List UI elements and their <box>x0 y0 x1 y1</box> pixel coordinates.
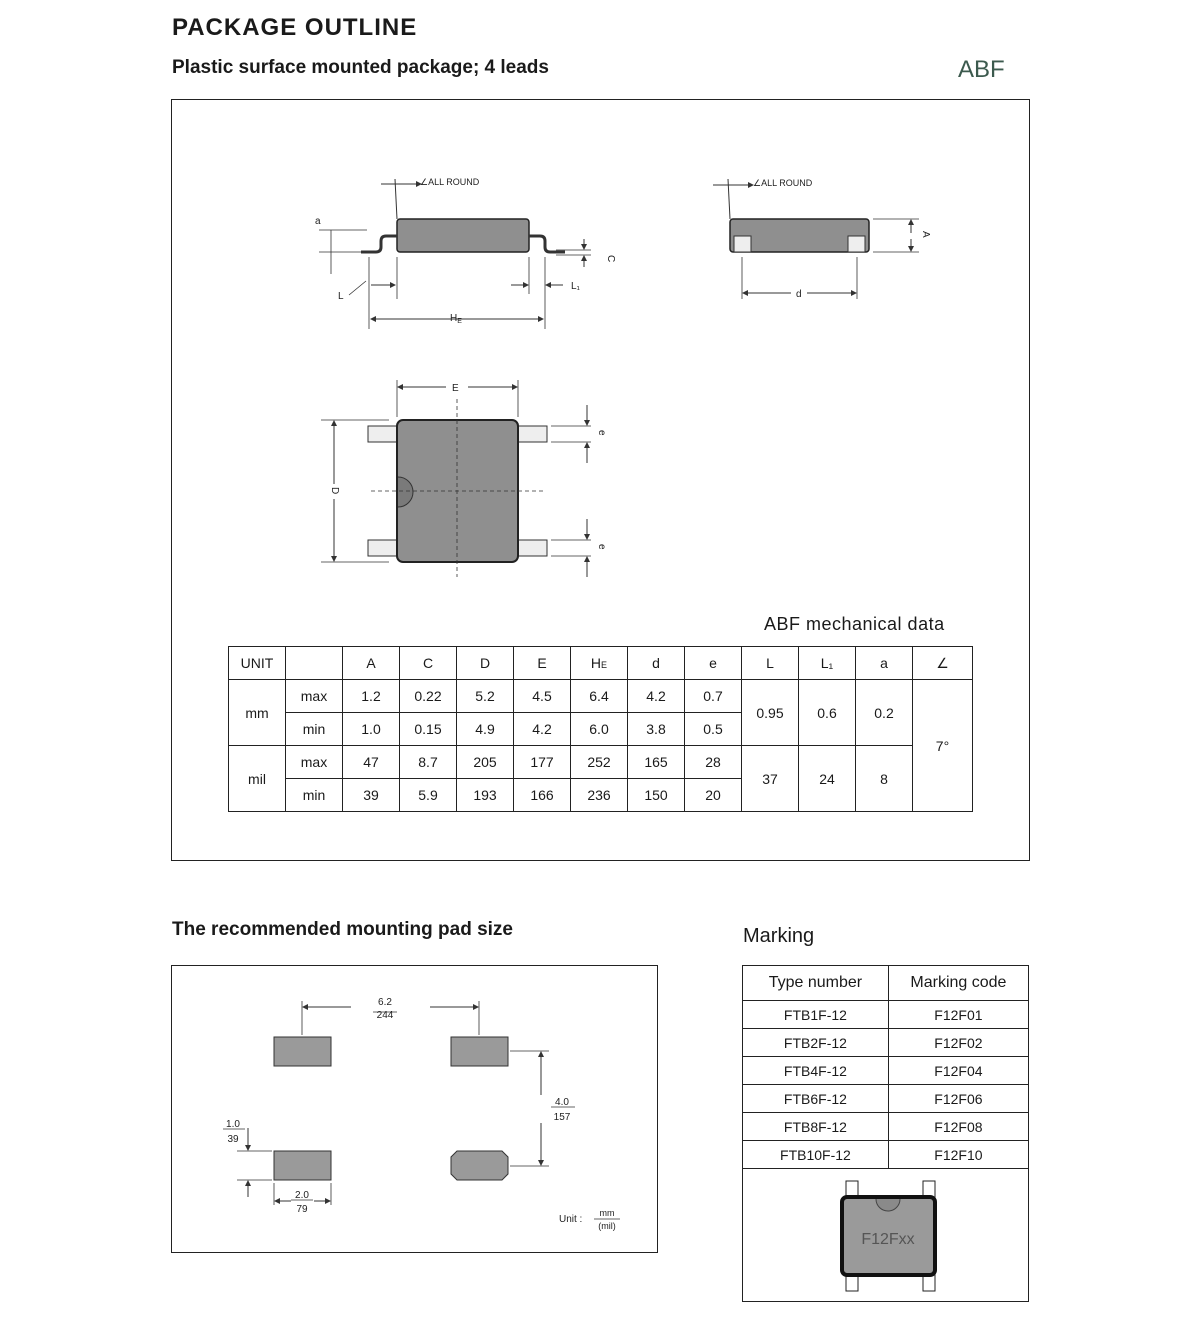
value-cell: 0.95 <box>742 680 799 746</box>
header-L1: L₁ <box>799 647 856 680</box>
marking-code: F12F06 <box>888 1085 1028 1113</box>
value-cell: 20 <box>685 779 742 812</box>
dim-e-label-2: e <box>596 544 607 550</box>
value-cell: 0.5 <box>685 713 742 746</box>
value-cell: 4.2 <box>514 713 571 746</box>
marking-code: F12F10 <box>888 1141 1028 1169</box>
dim-a-label: a <box>315 216 321 227</box>
header-E: E <box>514 647 571 680</box>
dim-A-label: A <box>920 231 931 238</box>
dim-4-0: 4.0 <box>555 1097 569 1108</box>
value-cell: 37 <box>742 746 799 812</box>
marking-code: F12F01 <box>888 1001 1028 1029</box>
header-d: d <box>628 647 685 680</box>
type-number: FTB6F-12 <box>743 1085 889 1113</box>
dim-1-0: 1.0 <box>226 1119 240 1130</box>
header-a: a <box>856 647 913 680</box>
table-row <box>229 680 973 713</box>
value-cell: 193 <box>457 779 514 812</box>
dim-D-label: D <box>329 487 340 495</box>
value-cell: 5.2 <box>457 680 514 713</box>
unit-mil: (mil) <box>598 1221 616 1231</box>
dim-6-2: 6.2 <box>378 997 392 1008</box>
dim-HE-label: $H_E$ <box>450 313 462 325</box>
package-code: ABF <box>958 56 1005 83</box>
value-cell: 165 <box>628 746 685 779</box>
value-cell: 6.4 <box>571 680 628 713</box>
package-drawings <box>171 99 1030 619</box>
header-type-number: Type number <box>743 966 889 1001</box>
header-blank <box>286 647 343 680</box>
marking-title: Marking <box>743 925 815 947</box>
type-number: FTB1F-12 <box>743 1001 889 1029</box>
pad-top-right <box>451 1037 508 1066</box>
type-number: FTB8F-12 <box>743 1113 889 1141</box>
value-cell: 205 <box>457 746 514 779</box>
all-round-label-1: ∠ALL ROUND <box>420 177 480 187</box>
dim-e-label-1: e <box>596 430 607 436</box>
header-marking-code: Marking code <box>888 966 1028 1001</box>
table-row <box>743 1057 1029 1085</box>
value-cell: 4.2 <box>628 680 685 713</box>
page-title: PACKAGE OUTLINE <box>172 14 418 41</box>
header-HE: HE <box>571 647 628 680</box>
header-C: C <box>400 647 457 680</box>
type-number: FTB2F-12 <box>743 1029 889 1057</box>
pad-bottom-left <box>274 1151 331 1180</box>
dim-L-label: L <box>338 291 344 302</box>
chip-text: F12Fxx <box>861 1231 915 1248</box>
all-round-label-2: ∠ALL ROUND <box>753 178 813 188</box>
side-view <box>319 179 591 329</box>
marking-code: F12F08 <box>888 1113 1028 1141</box>
pad-bottom-right <box>451 1151 508 1180</box>
value-cell: 28 <box>685 746 742 779</box>
value-cell: 236 <box>571 779 628 812</box>
value-cell: 0.6 <box>799 680 856 746</box>
value-cell: 47 <box>343 746 400 779</box>
unit-mm: mm <box>599 1208 615 1218</box>
value-cell: 8 <box>856 746 913 812</box>
dim-157: 157 <box>553 1112 571 1123</box>
row-kind: max <box>286 746 343 779</box>
value-cell: 0.7 <box>685 680 742 713</box>
value-cell: 3.8 <box>628 713 685 746</box>
dim-d-label: d <box>796 289 802 300</box>
mounting-pad-drawing <box>171 965 658 1253</box>
pad-top-left <box>274 1037 331 1066</box>
marking-code: F12F04 <box>888 1057 1028 1085</box>
dim-39: 39 <box>227 1134 239 1145</box>
mechanical-data-table <box>228 646 973 812</box>
dim-c-label: C <box>605 255 616 263</box>
value-cell: 24 <box>799 746 856 812</box>
dim-79: 79 <box>296 1204 308 1215</box>
row-kind: max <box>286 680 343 713</box>
unit-mil: mil <box>229 746 286 812</box>
header-A: A <box>343 647 400 680</box>
angle-value: 7° <box>913 680 973 812</box>
dim-E-label: E <box>452 383 459 394</box>
value-cell: 5.9 <box>400 779 457 812</box>
row-kind: min <box>286 713 343 746</box>
header-angle: ∠ <box>913 647 973 680</box>
value-cell: 150 <box>628 779 685 812</box>
top-view <box>321 380 591 577</box>
header-L: L <box>742 647 799 680</box>
page-subtitle: Plastic surface mounted package; 4 leads <box>172 57 549 78</box>
value-cell: 0.2 <box>856 680 913 746</box>
mech-header-row <box>229 647 973 680</box>
table-row <box>743 1113 1029 1141</box>
marking-table <box>742 965 1029 1169</box>
header-unit: UNIT <box>229 647 286 680</box>
table-row <box>743 1141 1029 1169</box>
value-cell: 6.0 <box>571 713 628 746</box>
dim-L1-label: L₁ <box>571 281 580 292</box>
value-cell: 8.7 <box>400 746 457 779</box>
value-cell: 39 <box>343 779 400 812</box>
unit-mm: mm <box>229 680 286 746</box>
value-cell: 4.9 <box>457 713 514 746</box>
type-number: FTB4F-12 <box>743 1057 889 1085</box>
value-cell: 166 <box>514 779 571 812</box>
end-view <box>713 179 919 299</box>
marking-chip <box>742 1175 1029 1300</box>
value-cell: 4.5 <box>514 680 571 713</box>
header-e: e <box>685 647 742 680</box>
row-kind: min <box>286 779 343 812</box>
value-cell: 177 <box>514 746 571 779</box>
value-cell: 1.2 <box>343 680 400 713</box>
dim-244: 244 <box>376 1010 394 1021</box>
table-row <box>229 746 973 779</box>
value-cell: 0.15 <box>400 713 457 746</box>
mechanical-data-title: ABF mechanical data <box>764 614 945 634</box>
unit-label: Unit : <box>559 1214 583 1225</box>
value-cell: 1.0 <box>343 713 400 746</box>
dim-2-0: 2.0 <box>295 1190 309 1201</box>
table-row <box>743 1001 1029 1029</box>
table-row <box>743 1029 1029 1057</box>
table-row <box>743 1085 1029 1113</box>
mounting-pad-title: The recommended mounting pad size <box>172 919 513 940</box>
value-cell: 252 <box>571 746 628 779</box>
marking-header-row <box>743 966 1029 1001</box>
marking-code: F12F02 <box>888 1029 1028 1057</box>
type-number: FTB10F-12 <box>743 1141 889 1169</box>
header-D: D <box>457 647 514 680</box>
value-cell: 0.22 <box>400 680 457 713</box>
